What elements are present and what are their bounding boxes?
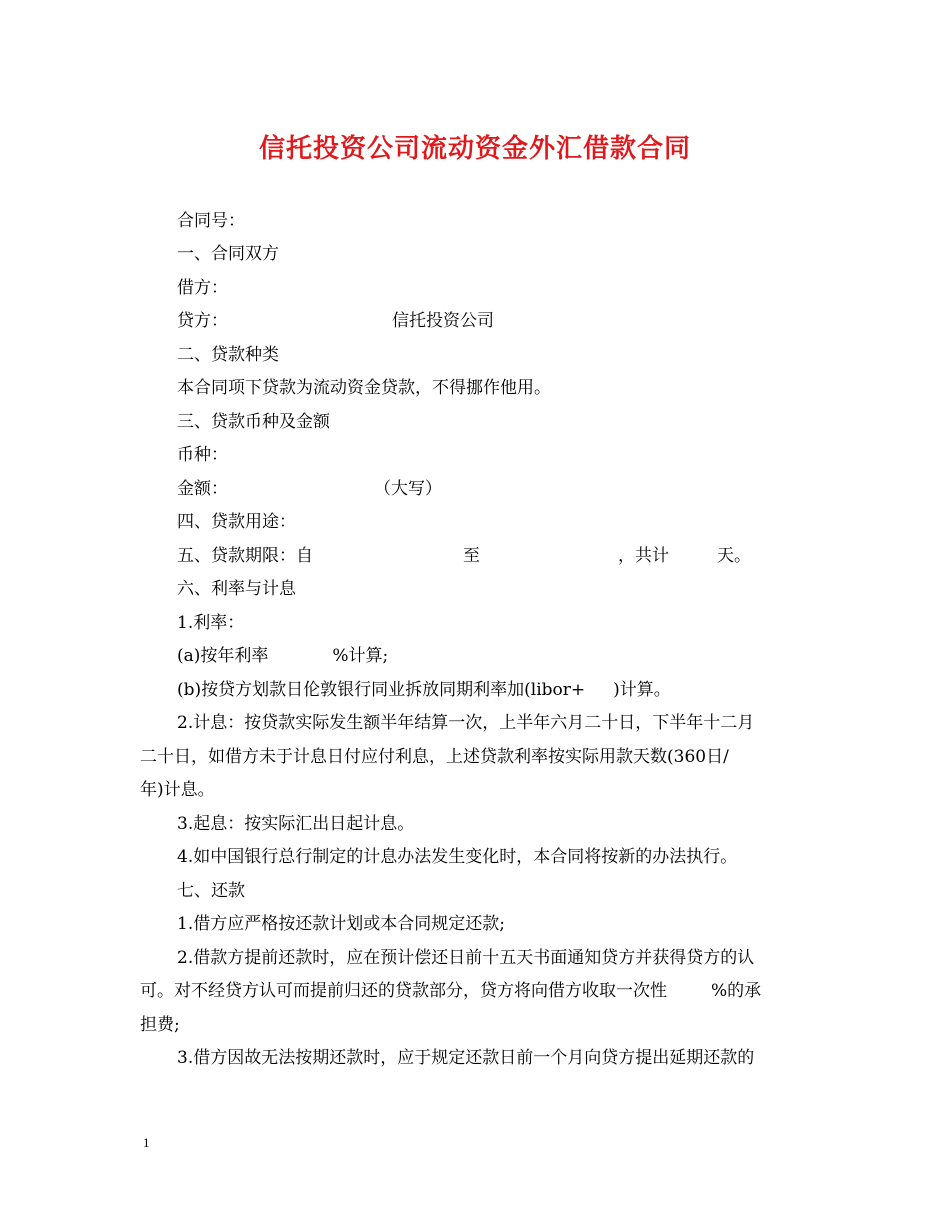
interest-rate-b (140, 679, 849, 701)
interest-change-line: 4.如中国银行总行制定的计息办法发生变化时，本合同将按新的办法执行。 (177, 847, 738, 867)
lender-line (140, 310, 849, 332)
lender-label: 贷方： (177, 311, 228, 331)
repayment-item-3-line-1: 3.借方因故无法按期还款时，应于规定还款日前一个月向贷方提出延期还款的 (177, 1048, 755, 1068)
section-heading-currency-amount: 三、贷款币种及金额 (177, 412, 330, 432)
loan-type-text: 本合同项下贷款为流动资金贷款，不得挪作他用。 (177, 378, 551, 398)
rate-a-suffix: %计算; (332, 646, 389, 666)
loan-term-from: 五、贷款期限：自 (177, 546, 313, 566)
repayment-fee-text: 可。对不经贷方认可而提前归还的贷款部分，贷方将向借方收取一次性 (140, 981, 667, 1001)
section-heading-purpose: 四、贷款用途： (177, 512, 296, 532)
rate-a-text: (a)按年利率 (177, 646, 269, 666)
loan-term-line (140, 545, 849, 567)
page-number: 1 (143, 1135, 150, 1150)
repayment-item-2-line-3: 担费; (140, 1015, 180, 1035)
contract-number: 合同号： (177, 211, 245, 231)
loan-term-to: 至 (463, 546, 480, 566)
repayment-fee-suffix: %的承 (711, 981, 762, 1001)
loan-term-total: ，共计 (618, 546, 669, 566)
interest-calc-line-3: 年)计息。 (140, 780, 215, 800)
currency-line: 币种： (177, 445, 228, 465)
repayment-item-2-line-2 (140, 980, 812, 1002)
interest-calc-line-1: 2.计息：按贷款实际发生额半年结算一次，上半年六月二十日，下半年十二月 (177, 713, 755, 733)
amount-line (140, 478, 849, 500)
document-title: 信托投资公司流动资金外汇借款合同 (258, 134, 691, 164)
rate-b-suffix: )计算。 (613, 680, 671, 700)
section-heading-loan-type: 二、贷款种类 (177, 345, 279, 365)
borrower-line: 借方： (177, 278, 228, 298)
interest-calc-line-2: 二十日，如借方未于计息日付应付利息，上述贷款利率按实际用款天数(360日/ (140, 747, 729, 767)
amount-upper: （大写） (374, 479, 442, 499)
amount-label: 金额： (177, 479, 228, 499)
rate-b-text: (b)按贷方划款日伦敦银行同业拆放同期利率加(libor+ (177, 680, 586, 700)
interest-rate-a (140, 645, 849, 667)
repayment-item-2-line-1: 2.借款方提前还款时，应在预计偿还日前十五天书面通知贷方并获得贷方的认 (177, 948, 755, 968)
loan-term-days: 天。 (717, 546, 751, 566)
section-heading-interest: 六、利率与计息 (177, 579, 296, 599)
interest-rate-heading: 1.利率： (177, 613, 245, 633)
interest-start-line: 3.起息：按实际汇出日起计息。 (177, 814, 415, 834)
lender-name: 信托投资公司 (392, 311, 494, 331)
section-heading-repayment: 七、还款 (177, 881, 245, 901)
repayment-item-1: 1.借方应严格按还款计划或本合同规定还款; (177, 914, 505, 934)
section-heading-parties: 一、合同双方 (177, 244, 279, 264)
